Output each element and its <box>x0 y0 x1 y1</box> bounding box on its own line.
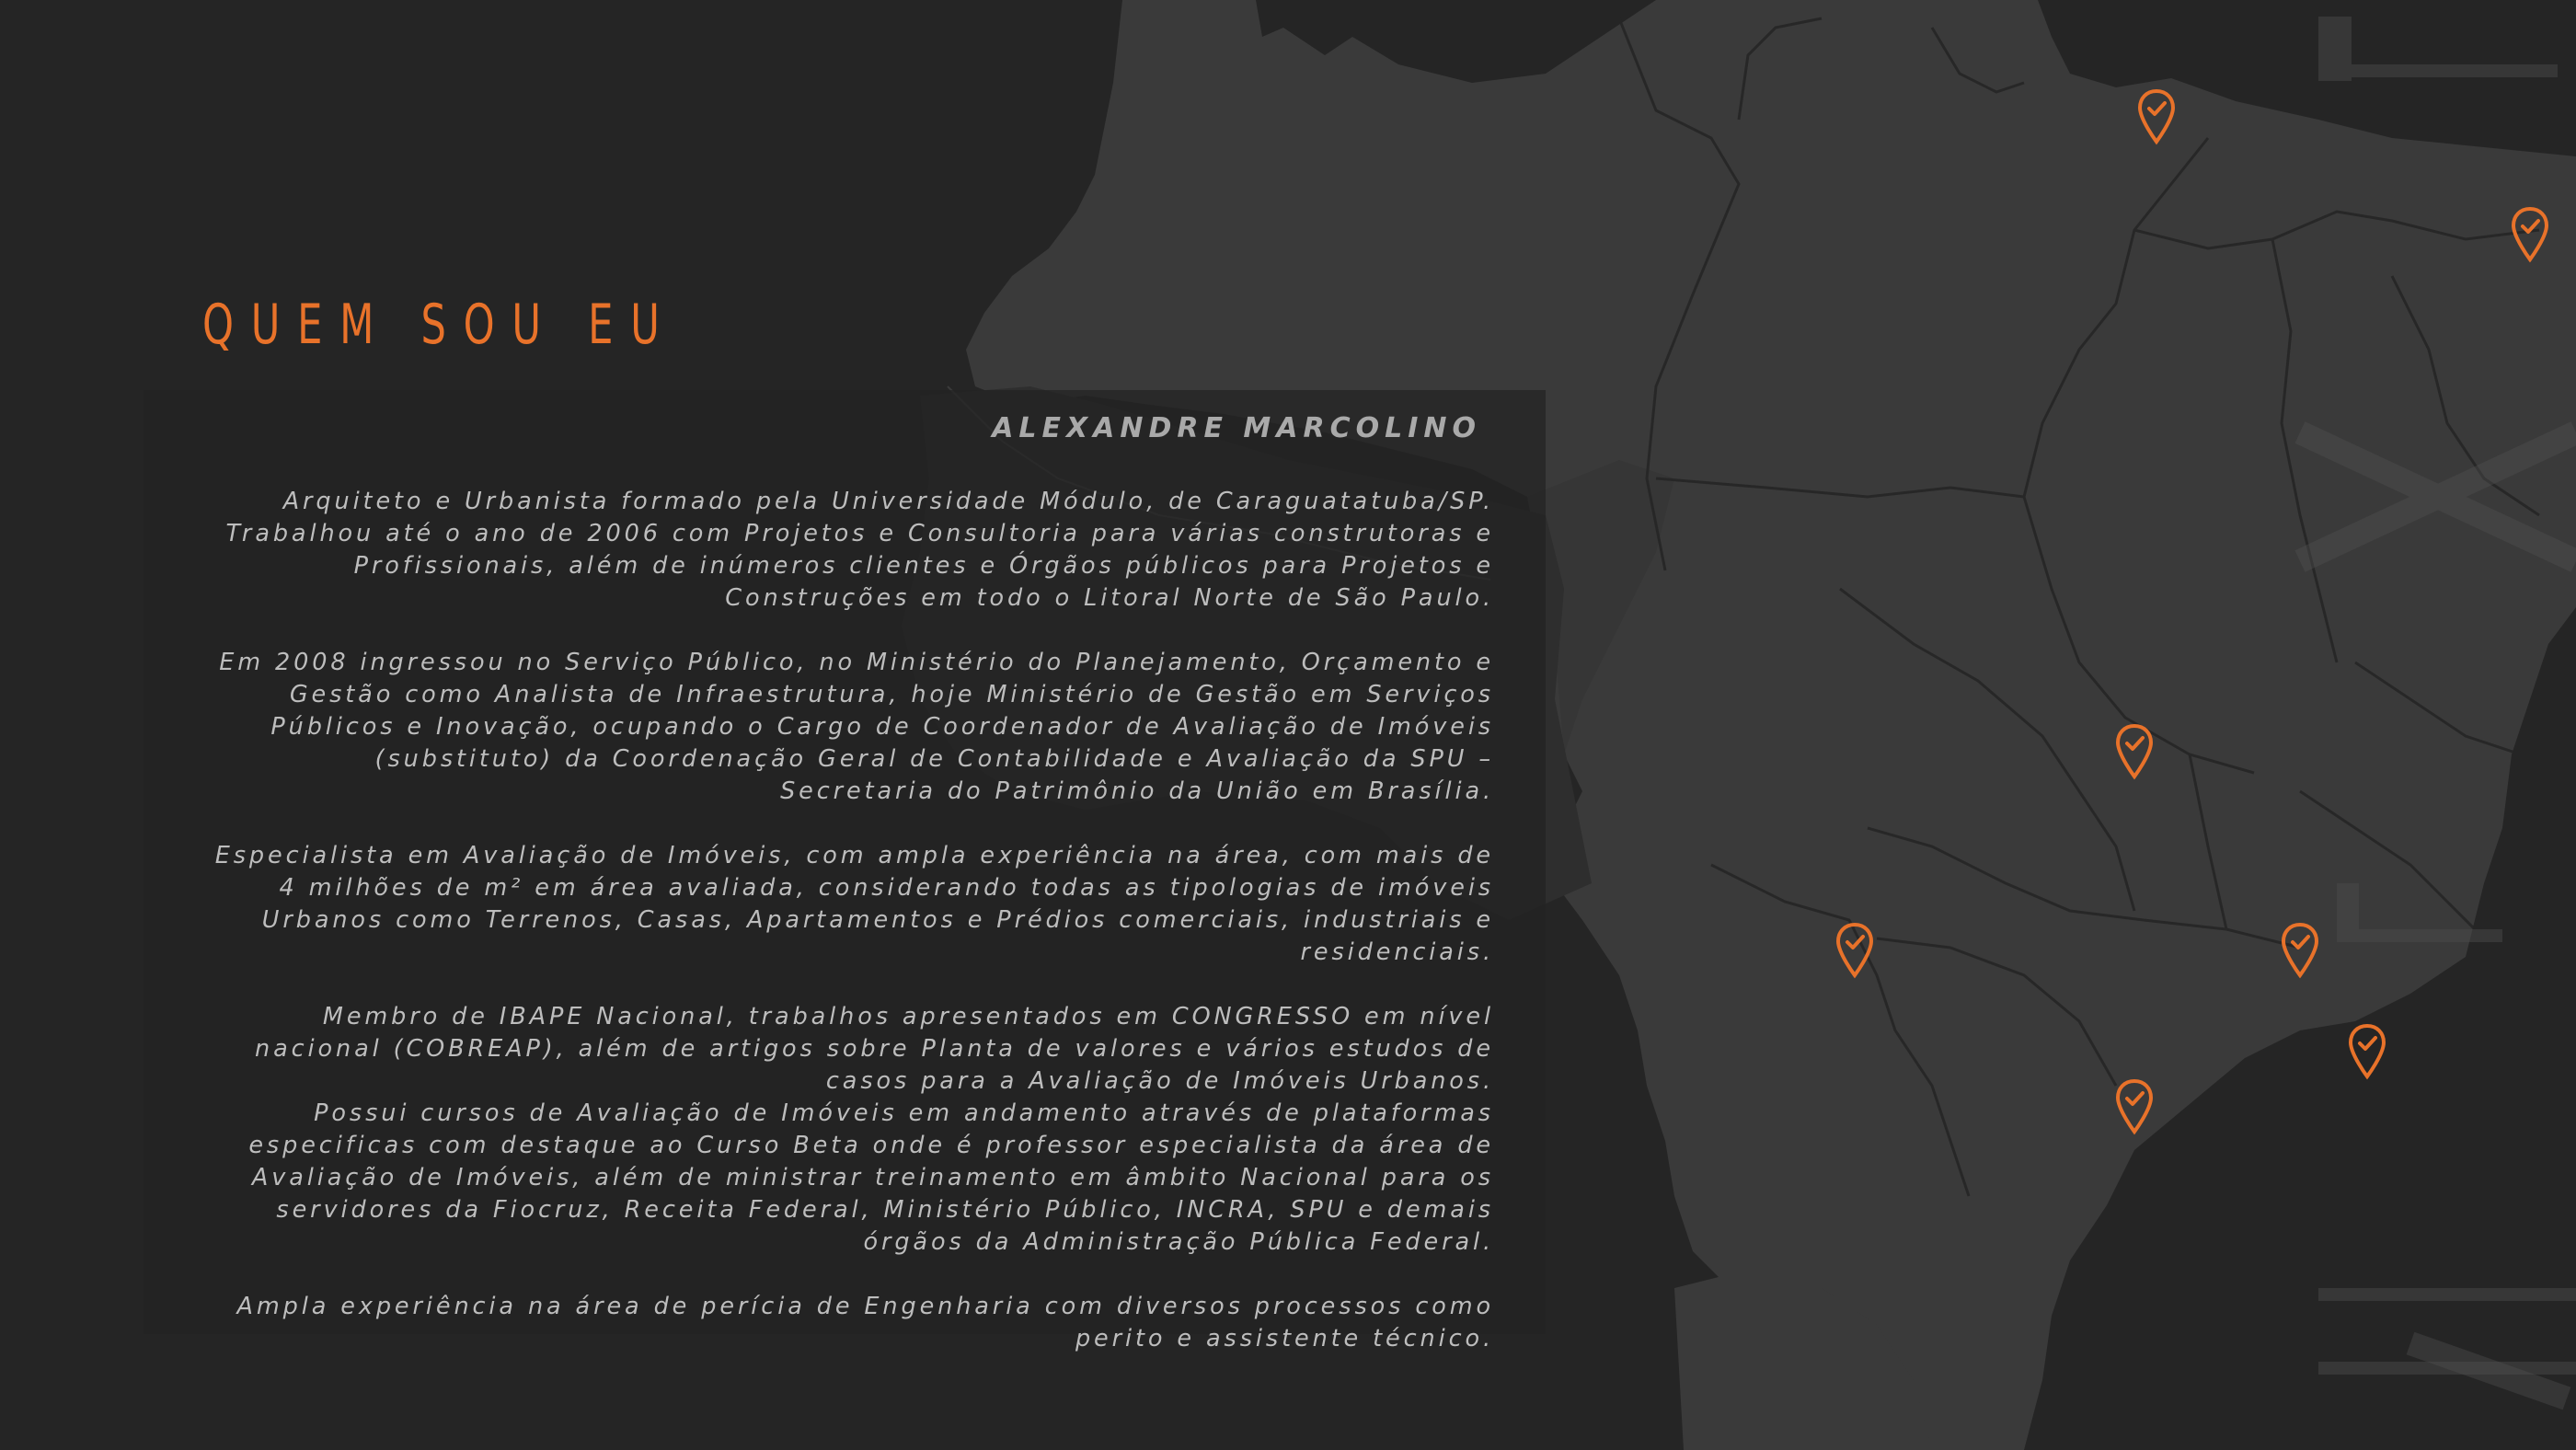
bio-paragraph: Arquiteto e Urbanista formado pela Universidade Módulo, de Caraguatatuba/SP. Trabalhou até o ano de 2006 com Projetos e Consultoria para várias construtoras e Profissionais, além de inúmeros clientes e Órgãos públicos para Projetos e Construções em todo o Litoral Norte de São Paulo. <box>225 488 1494 612</box>
bio-text <box>210 486 1494 1387</box>
map-pin-check-icon <box>2510 206 2550 263</box>
bio-paragraph: Membro de IBAPE Nacional, trabalhos apresentados em CONGRESSO em nível nacional (COBREAP), além de artigos sobre Planta de valores e vários estudos de casos para a Avaliação de Imóveis Urbanos. <box>255 1003 1494 1095</box>
author-name: ALEXANDRE MARCOLINO <box>992 412 1481 444</box>
map-pin-check-icon <box>2347 1023 2387 1080</box>
map-pin-check-icon <box>2280 922 2320 979</box>
map-pin-check-icon <box>1834 922 1875 979</box>
bio-paragraph: Em 2008 ingressou no Serviço Público, no Ministério do Planejamento, Orçamento e Gestão como Analista de Infraestrutura, hoje Ministério de Gestão em Serviços Públicos e Inovação, ocupando o Cargo de Coordenador de Avaliação de Imóveis (substituto) da Coordenação Geral de Contabilidade e Avaliação da SPU – Secretaria do Patrimônio da União em Brasília. <box>219 649 1494 805</box>
map-pin-check-icon <box>2136 88 2177 145</box>
map-pin-check-icon <box>2114 723 2155 780</box>
bio-paragraph: Ampla experiência na área de perícia de Engenharia com diversos processos como perito e assistente técnico. <box>236 1293 1494 1352</box>
page-title: QUEM SOU EU <box>202 293 677 357</box>
map-pin-check-icon <box>2114 1078 2155 1135</box>
bio-paragraph: Especialista em Avaliação de Imóveis, com ampla experiência na área, com mais de 4 milhões de m² em área avaliada, considerando todas as tipologias de imóveis Urbanos como Terrenos, Casas, Apartamentos e Prédios comerciais, industriais e residenciais. <box>214 842 1494 966</box>
bio-paragraph: Possui cursos de Avaliação de Imóveis em andamento através de plataformas especificas com destaque ao Curso Beta onde é professor especialista da área de Avaliação de Imóveis, além de ministrar treinamento em âmbito Nacional para os servidores da Fiocruz, Receita Federal, Ministério Público, INCRA, SPU e demais órgãos da Administração Pública Federal. <box>248 1099 1494 1256</box>
